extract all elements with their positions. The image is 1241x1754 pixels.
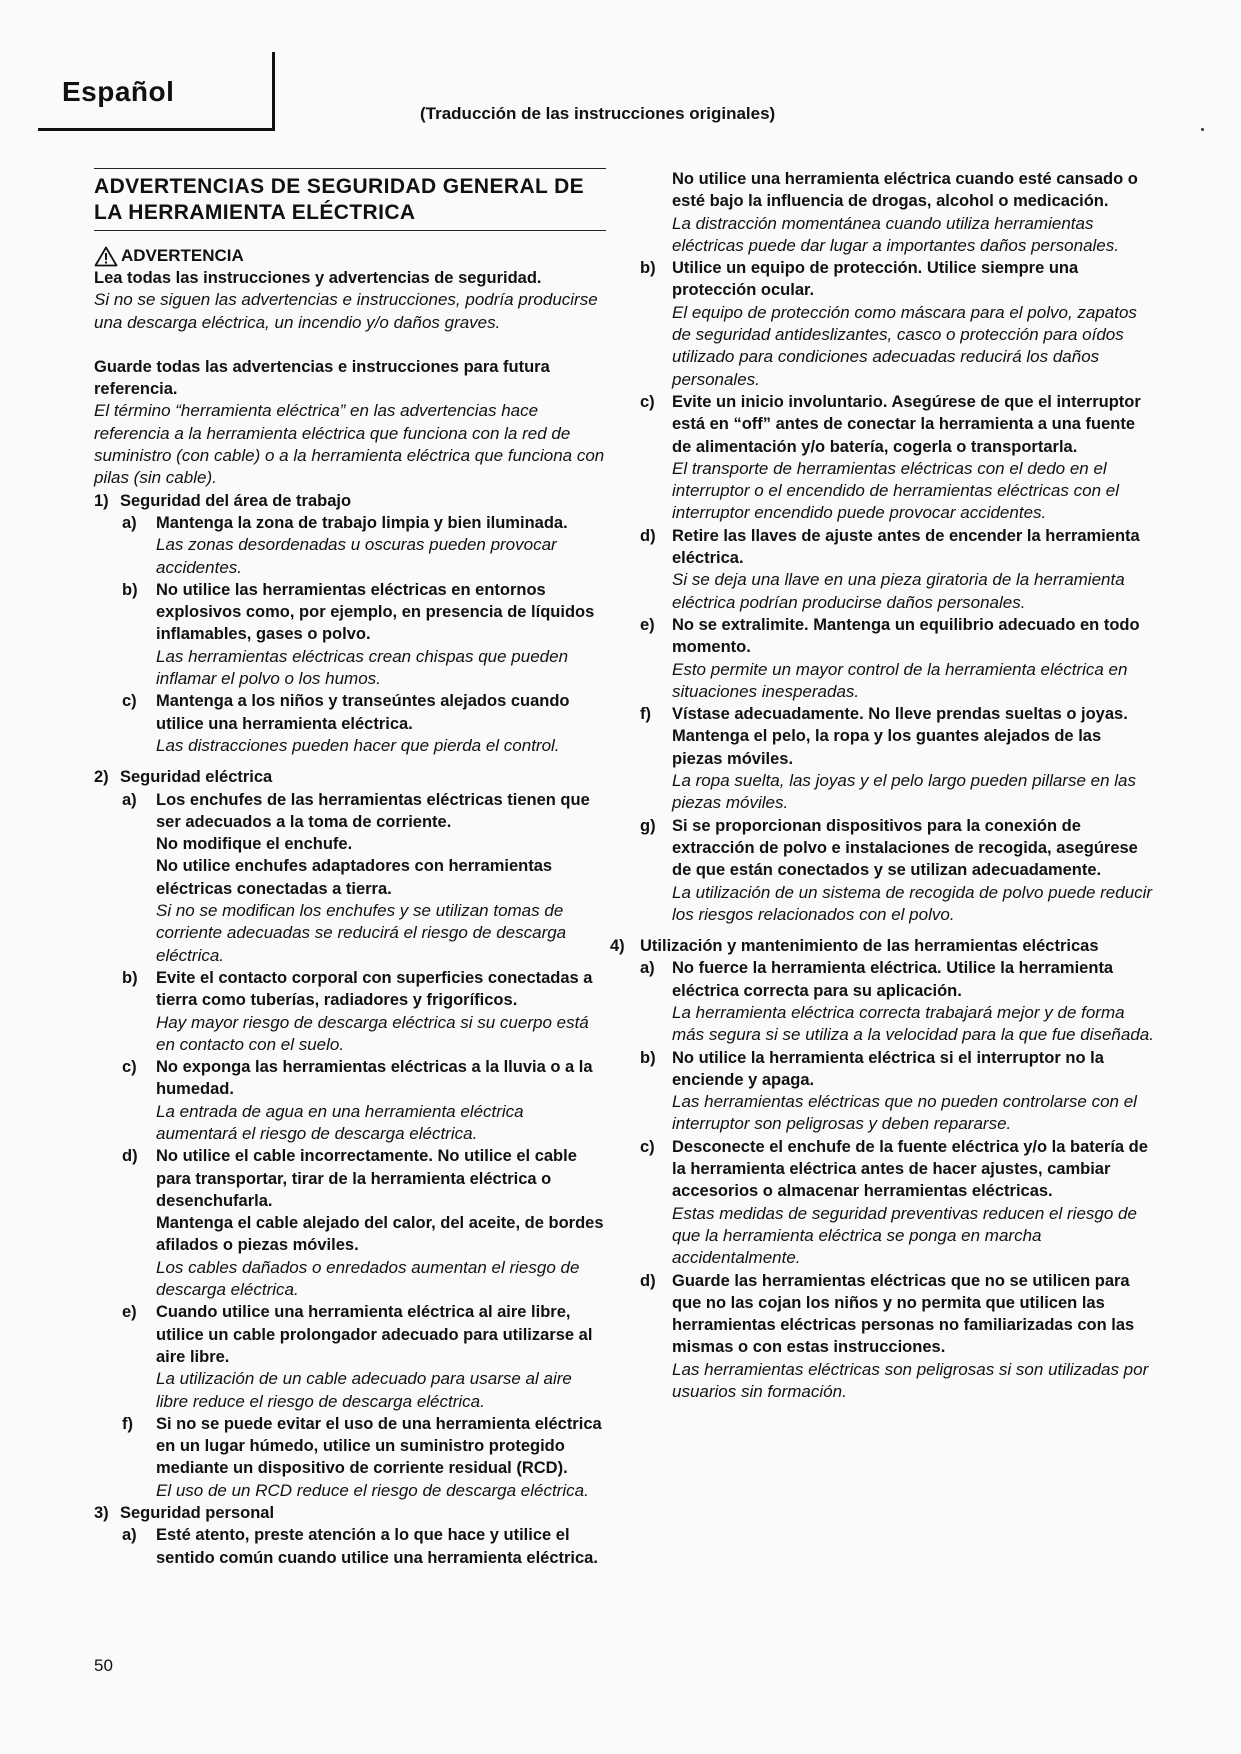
section-2-heading: 2) Seguridad eléctrica: [94, 768, 273, 787]
s1-item-c: c) Mantenga a los niños y transeúntes alejados cuando utilice una herramienta eléctrica. Las distracciones pueden hacer que pierda el control.: [122, 692, 570, 755]
s2-item-e: e) Cuando utilice una herramienta eléctrica al aire libre, utilice un cable prolongador adecuado para utilizarse al aire libre. La utilización de un cable adecuado para usarse al aire libre reduce el riesgo de descarga eléctrica.: [122, 1303, 593, 1411]
warning-heading: [94, 245, 606, 267]
s4-item-b: b) No utilice la herramienta eléctrica si el interruptor no la enciende y apaga. Las herramientas eléctricas que no pueden controlarse con el interruptor son peligrosas y deben repararse.: [640, 1048, 1137, 1134]
s4-item-d: d) Guarde las herramientas eléctricas que no se utilicen para que no las cojan los niños y no permita que utilicen las herramientas eléctricas personas no familiarizadas con las mismas o con estas instrucciones. Las herramientas eléctricas son peligrosas si son utilizadas por usuarios sin formación.: [640, 1271, 1149, 1402]
s2-item-b: b) Evite el contacto corporal con superficies conectadas a tierra como tuberías, radiadores y frigoríficos. Hay mayor riesgo de descarga eléctrica si su cuerpo está en contacto con el suelo.: [122, 968, 593, 1054]
s3-item-a: a) Esté atento, preste atención a lo que hace y utilice el sentido común cuando utilice una herramienta eléctrica.: [122, 1526, 598, 1567]
s4-item-a: a) No fuerce la herramienta eléctrica. Utilice la herramienta eléctrica correcta para su aplicación. La herramienta eléctrica correcta trabajará mejor y de forma más segura si se utiliza a la velocidad para la que fue diseñada.: [640, 959, 1154, 1045]
s4-item-c: c) Desconecte el enchufe de la fuente eléctrica y/o la batería de la herramienta eléctrica antes de hacer ajustes, cambiar accesorios o almacenar herramientas eléctricas. Estas medidas de seguridad preventivas reducen el riesgo de que la herramienta eléctrica se ponga en marcha accidentalmente.: [640, 1137, 1148, 1268]
section-4-heading: 4) Utilización y mantenimiento de las herramientas eléctricas: [610, 937, 1099, 956]
s3-item-b: b) Utilice un equipo de protección. Utilice siempre una protección ocular. El equipo de protección como máscara para el polvo, zapatos de seguridad antideslizantes, casco o protección para oídos utilizado para condiciones adecuadas reducirá los daños personales.: [640, 259, 1137, 389]
section-title: [94, 168, 606, 231]
term-definition: El término “herramienta eléctrica” en las advertencias hace referencia a la herramienta eléctrica que funciona con la red de suministro (con cable) o a la herramienta eléctrica que funciona con pilas (sin cable).: [94, 401, 605, 488]
s2-item-c: c) No exponga las herramientas eléctricas a la lluvia o a la humedad. La entrada de agua en una herramienta eléctrica aumentará el riesgo de descarga eléctrica.: [122, 1058, 593, 1143]
save-instructions: Guarde todas las advertencias e instrucciones para futura referencia.: [94, 357, 550, 399]
s3-item-e: e) No se extralimite. Mantenga un equilibrio adecuado en todo momento. Esto permite un mayor control de la herramienta eléctrica en situaciones inesperadas.: [640, 615, 1140, 701]
s2-item-d: d) No utilice el cable incorrectamente. No utilice el cable para transportar, tirar de la herramienta eléctrica o desenchufarla. Mantenga el cable alejado del calor, del aceite, de bordes afilados o piezas móviles. Los cables dañados o enredados aumentan el riesgo de descarga eléctrica.: [122, 1147, 604, 1300]
section-1-heading: 1) Seguridad del área de trabajo: [94, 491, 352, 510]
warning-lead: Lea todas las instrucciones y advertencias de seguridad.: [94, 269, 542, 287]
s1-item-a: a) Mantenga la zona de trabajo limpia y bien iluminada. Las zonas desordenadas u oscuras pueden provocar accidentes.: [122, 513, 568, 577]
warning-lead-explanation: Si no se siguen las advertencias e instrucciones, podría producirse una descarga eléctrica, un incendio y/o daños graves.: [94, 290, 598, 332]
margin-dot: [1201, 128, 1204, 131]
translation-note: (Traducción de las instrucciones originales): [420, 104, 776, 123]
page-number: 50: [94, 1656, 113, 1675]
title-line-1: ADVERTENCIAS DE SEGURIDAD GENERAL DE: [94, 175, 585, 198]
title-line-2: LA HERRAMIENTA ELÉCTRICA: [94, 201, 416, 224]
section-3-heading: 3) Seguridad personal: [94, 1504, 275, 1523]
left-column: [94, 168, 606, 1569]
warning-triangle-icon: [94, 246, 118, 267]
s1-item-b: b) No utilice las herramientas eléctricas en entornos explosivos como, por ejemplo, en presencia de líquidos inflamables, gases o polvo. Las herramientas eléctricas crean chispas que pueden inflamar el polvo o los humos.: [122, 580, 595, 689]
warning-label: ADVERTENCIA: [121, 246, 244, 265]
right-column: [610, 168, 1154, 1403]
s3-item-d: d) Retire las llaves de ajuste antes de encender la herramienta eléctrica. Si se deja una llave en una pieza giratoria de la herramienta eléctrica podrían producirse daños personales.: [640, 526, 1140, 612]
s2-item-f: f) Si no se puede evitar el uso de una herramienta eléctrica en un lugar húmedo, utilice un suministro protegido mediante un dispositivo de corriente residual (RCD). El uso de un RCD reduce el riesgo de descarga eléctrica.: [122, 1414, 602, 1500]
s3-item-a-continued: No utilice una herramienta eléctrica cuando esté cansado o esté bajo la influencia de drogas, alcohol o medicación. La distracción momentánea cuando utiliza herramientas eléctricas puede dar lugar a importantes daños personales.: [672, 170, 1138, 255]
s3-item-f: f) Vístase adecuadamente. No lleve prendas sueltas o joyas. Mantenga el pelo, la ropa y los guantes alejados de las piezas móviles. La ropa suelta, las joyas y el pelo largo pueden pillarse en las piezas móviles.: [640, 705, 1137, 813]
s2-item-a: a) Los enchufes de las herramientas eléctricas tienen que ser adecuados a la toma de corriente. No modifique el enchufe. No utilice enchufes adaptadores con herramientas eléctricas conectadas a tierra. Si no se modifican los enchufes y se utilizan tomas de corriente adecuadas se reducirá el riesgo de descarga eléctrica.: [122, 790, 590, 965]
s3-item-c: c) Evite un inicio involuntario. Asegúrese de que el interruptor está en “off” antes de conectar la herramienta a una fuente de alimentación y/o batería, cogerla o transportarla. El transporte de herramientas eléctricas con el dedo en el interruptor o el encendido de herramientas eléctricas con el interruptor encendido puede provocar accidentes.: [640, 392, 1141, 523]
s3-item-g: g) Si se proporcionan dispositivos para la conexión de extracción de polvo e instalaciones de recogida, asegúrese de que están conectados y se utilizan adecuadamente. La utilización de un sistema de recogida de polvo puede reducir los riesgos relacionados con el polvo.: [640, 816, 1153, 924]
language-label: Español: [62, 76, 175, 107]
